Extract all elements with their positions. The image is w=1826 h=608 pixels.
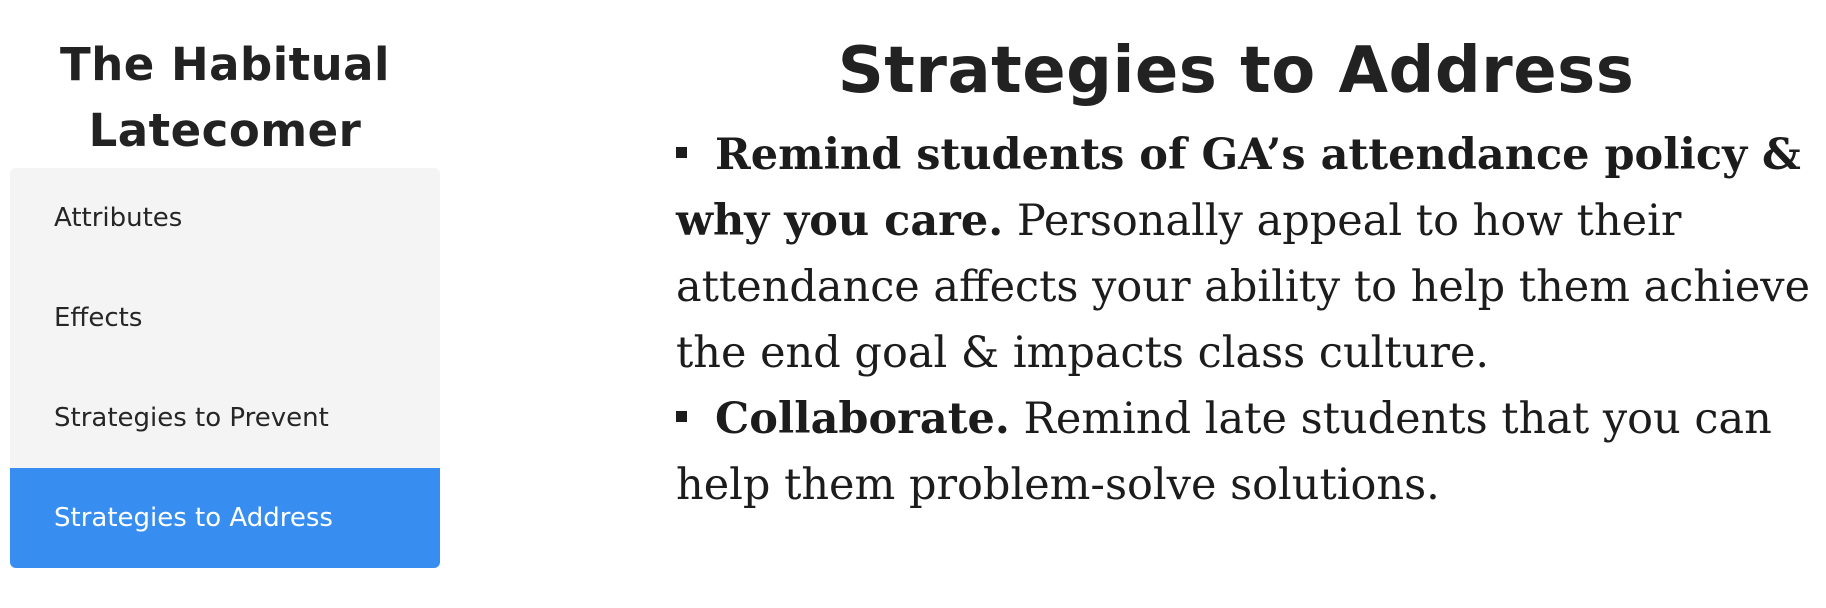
sidebar-nav xyxy=(10,168,440,568)
page-title: Strategies to Address xyxy=(837,34,1635,108)
sidebar-item-label: Effects xyxy=(54,303,143,333)
sidebar-title-line-1: The Habitual xyxy=(60,38,390,91)
bullet-text: Remind late students that you can help them problem-solve solutions. xyxy=(676,394,1772,510)
square-bullet-icon xyxy=(676,411,687,422)
bullet-item xyxy=(676,122,1816,386)
sidebar-title-line-2: Latecomer xyxy=(88,104,362,157)
sidebar-item-strategies-to-address[interactable] xyxy=(10,468,440,568)
bullet-bold-text: Collaborate. xyxy=(715,394,1010,444)
sidebar-item-effects[interactable] xyxy=(10,268,440,368)
bullet-text: Personally appeal to how their attendance affects your ability to help them achieve the end goal & impacts class culture. xyxy=(676,196,1811,378)
sidebar-title xyxy=(10,0,440,164)
sidebar-item-label: Strategies to Address xyxy=(54,503,333,533)
bullet-bold-text: Remind students of GA’s attendance policy & why you care. xyxy=(676,130,1801,246)
sidebar xyxy=(10,0,440,568)
bullet-list xyxy=(676,122,1816,518)
sidebar-item-label: Attributes xyxy=(54,203,183,233)
sidebar-item-attributes[interactable] xyxy=(10,168,440,268)
bullet-item xyxy=(676,386,1816,518)
sidebar-item-strategies-to-prevent[interactable] xyxy=(10,368,440,468)
main-content xyxy=(676,0,1816,518)
sidebar-item-label: Strategies to Prevent xyxy=(54,403,329,433)
square-bullet-icon xyxy=(676,147,687,158)
